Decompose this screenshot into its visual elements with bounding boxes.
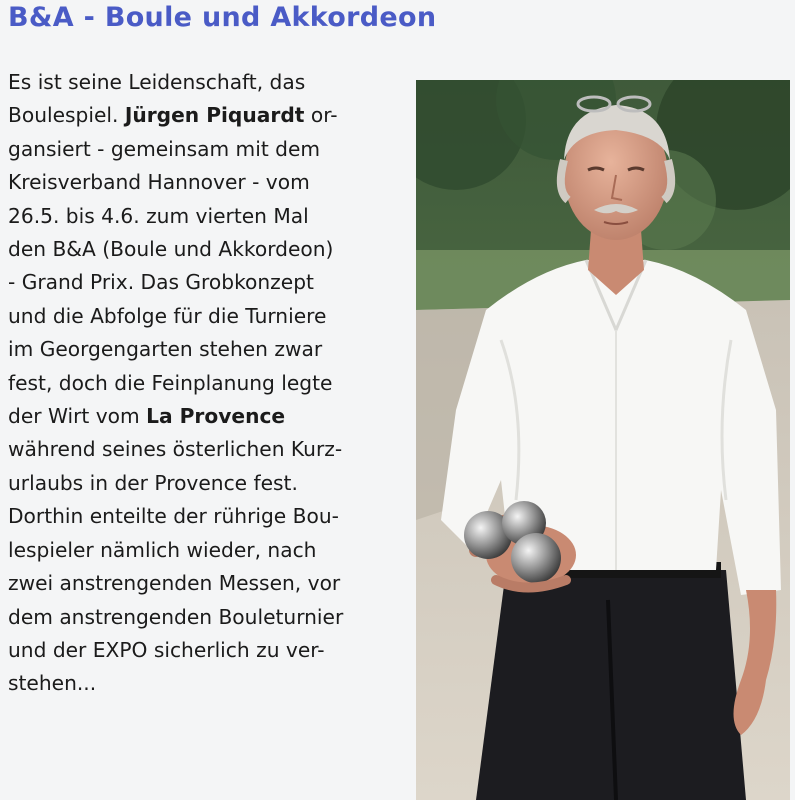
article-line: im Georgengarten stehen zwar	[8, 337, 323, 362]
article-line: und der EXPO sicherlich zu ver-	[8, 637, 325, 662]
person-name: Jürgen Piquardt	[124, 103, 305, 128]
headline: B&A - Boule und Akkordeon	[8, 2, 437, 33]
article-line: Dorthin enteilte der rührige Bou-	[8, 504, 339, 529]
article-line: stehen...	[8, 671, 97, 696]
article-line: lespieler nämlich wieder, nach	[8, 537, 317, 562]
article-line: der Wirt vom La Provence	[8, 404, 286, 429]
article-line: dem anstrengenden Bouleturnier	[8, 604, 344, 629]
article-line: und die Abfolge für die Turniere	[8, 303, 327, 328]
article-line: fest, doch die Feinplanung legte	[8, 370, 333, 395]
article-body	[8, 66, 403, 701]
article-line: Boulespiel. Jürgen Piquardt or-	[8, 103, 338, 128]
article-line: den B&A (Boule und Akkordeon)	[8, 237, 334, 262]
article-line: zwei anstrengenden Messen, vor	[8, 571, 341, 596]
article-line: 26.5. bis 4.6. zum vierten Mal	[8, 203, 309, 228]
article-line: Kreisverband Hannover - vom	[8, 170, 310, 195]
article-line: Es ist seine Leidenschaft, das	[8, 70, 306, 94]
restaurant-name: La Provence	[146, 404, 286, 429]
article-line: - Grand Prix. Das Grobkonzept	[8, 270, 314, 295]
article-line: urlaubs in der Provence fest.	[8, 470, 298, 495]
portrait-photo	[416, 80, 790, 800]
article-line: während seines österlichen Kurz-	[8, 437, 343, 462]
article-line: gansiert - gemeinsam mit dem	[8, 136, 321, 161]
